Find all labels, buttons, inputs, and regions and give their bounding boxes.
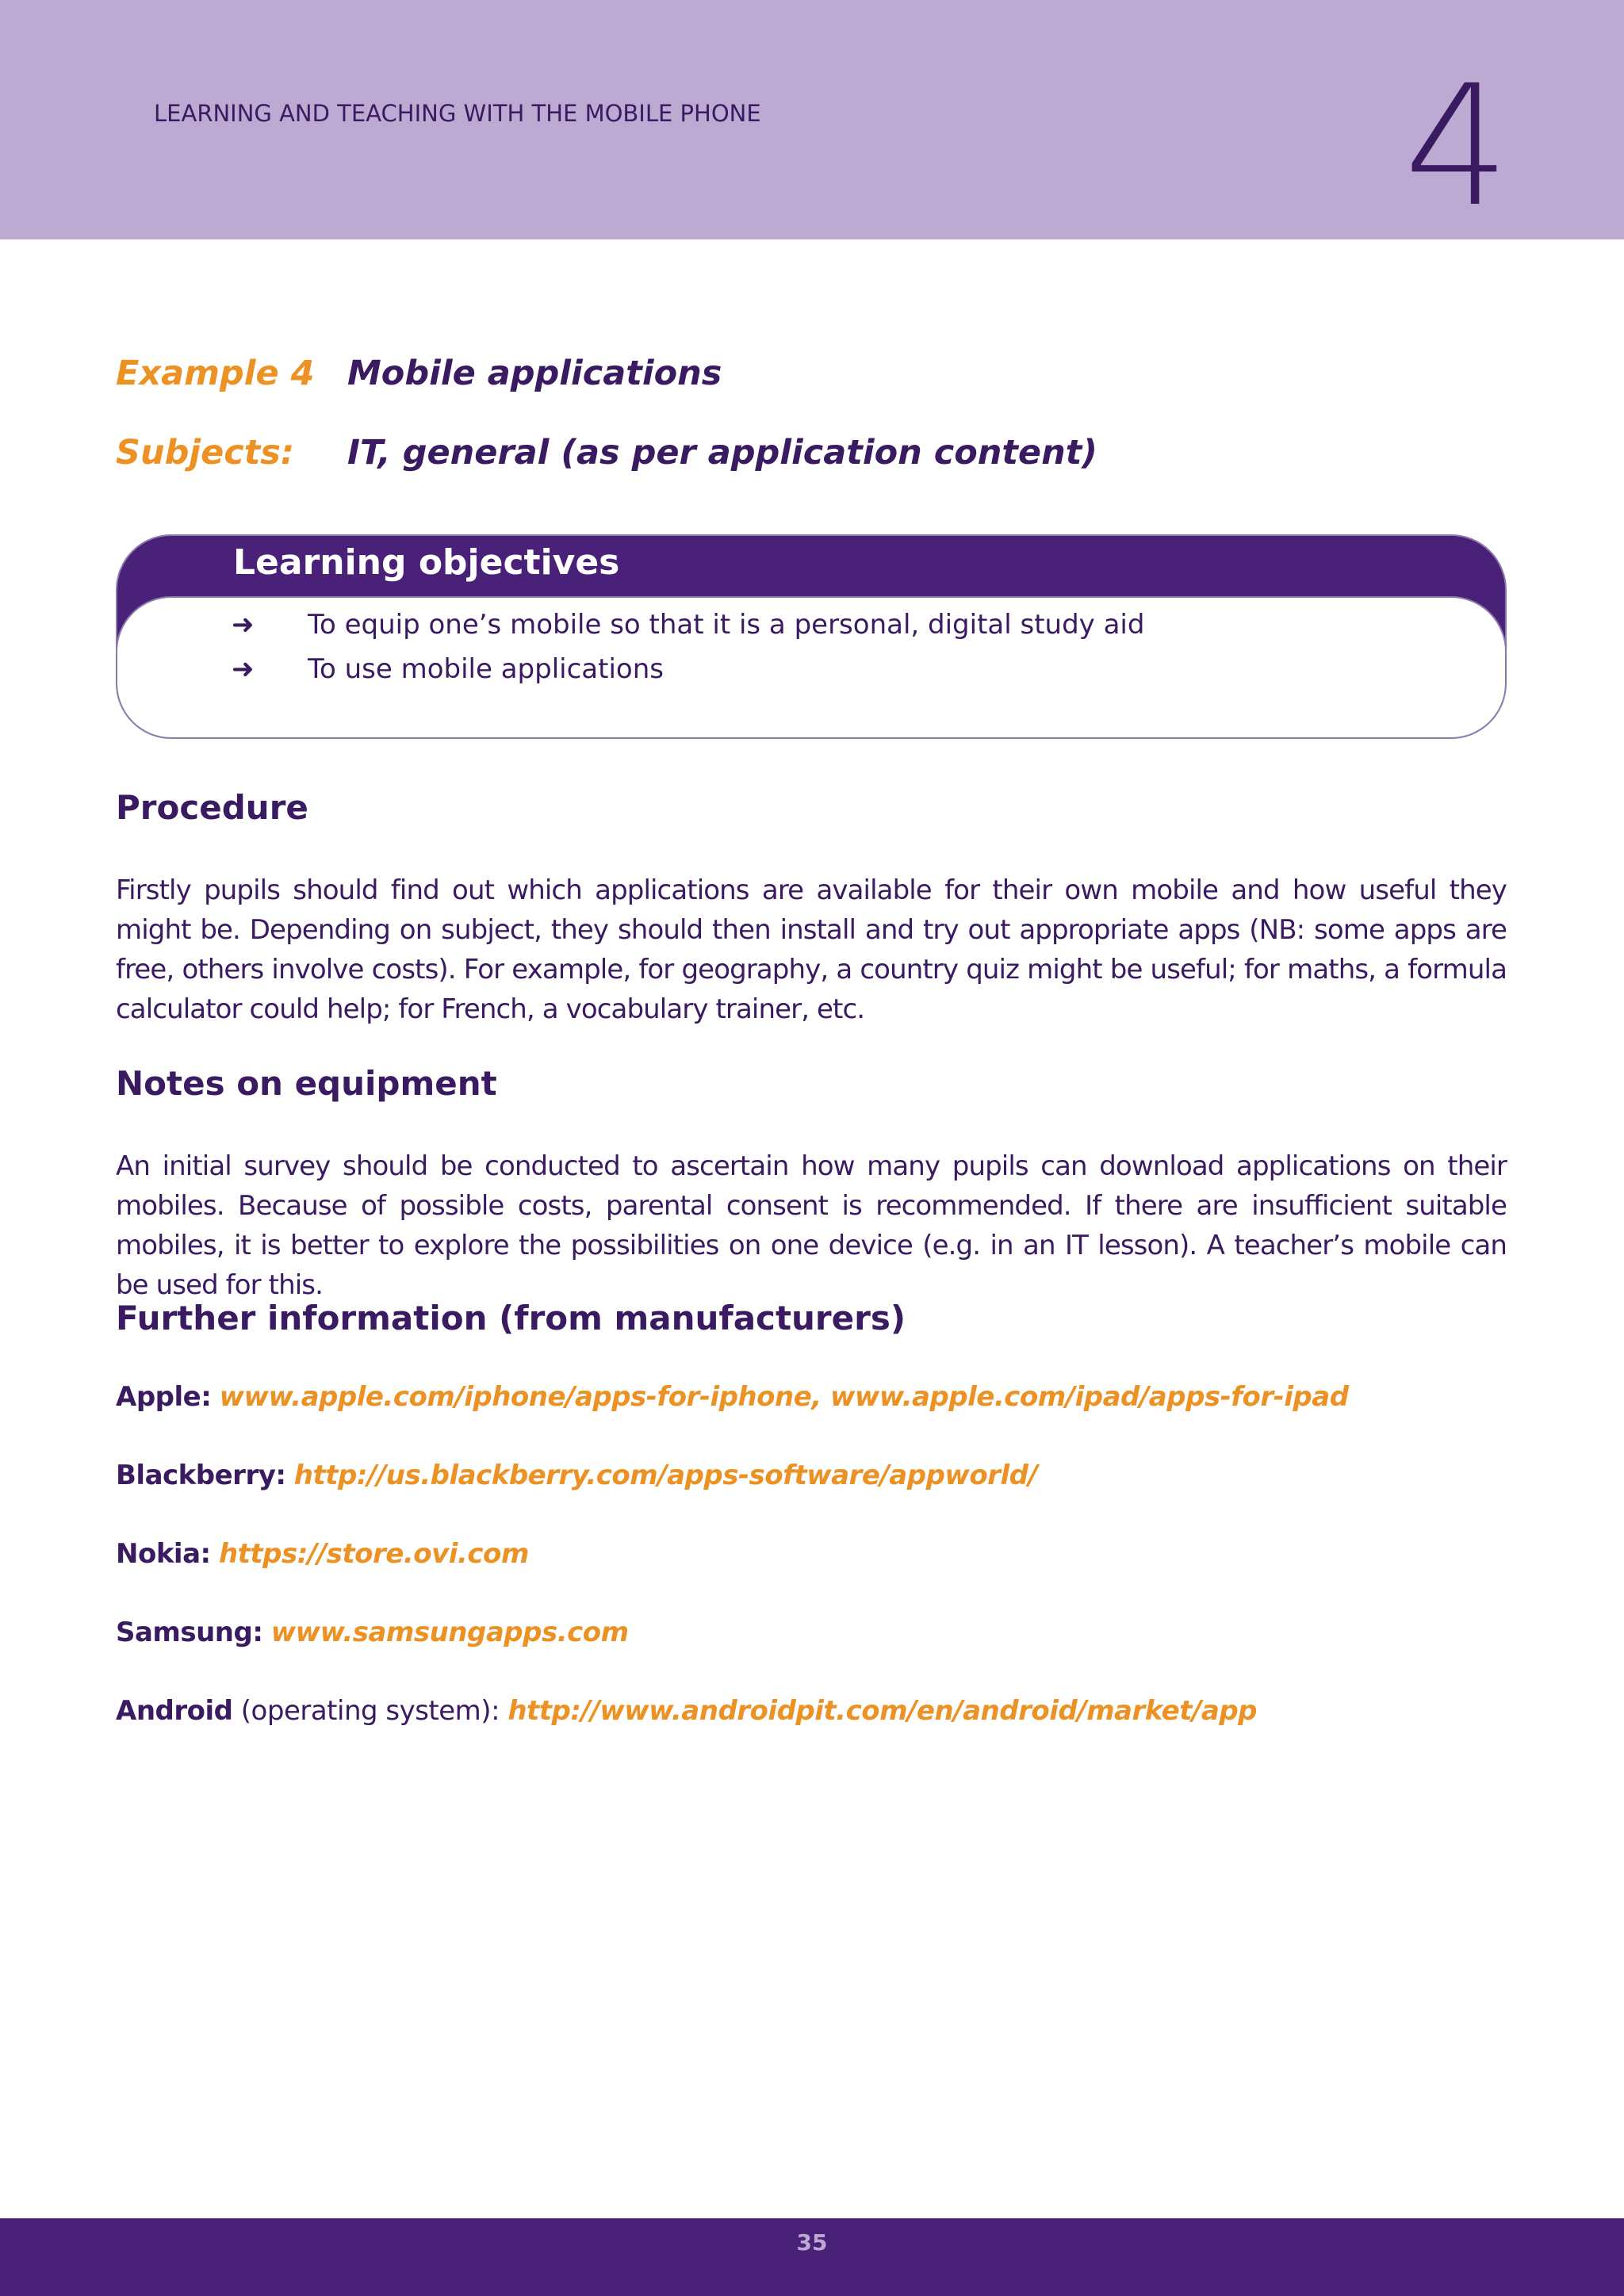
samsung-url[interactable]: www.samsungapps.com <box>270 1617 629 1648</box>
link-nokia <box>116 1538 529 1570</box>
link-blackberry <box>116 1460 1037 1491</box>
example-label: Example 4 <box>116 354 315 393</box>
page-number: 35 <box>796 2229 828 2256</box>
learning-objectives-box <box>116 534 1507 739</box>
link-android <box>116 1695 1257 1727</box>
link-samsung <box>116 1617 629 1648</box>
brand-name: Nokia: <box>116 1538 211 1570</box>
brand-name: Blackberry: <box>116 1460 286 1491</box>
equipment-text: An initial survey should be conducted to ascertain how many pupils can download applications on their mobiles. Because of possible costs, parental consent is recommended. If there are insufficient suitable mobiles, it is better to explore the possibilities on one device (e.g. in an IT lesson). A teacher’s mobile can be used for this. <box>116 1150 1507 1301</box>
brand-name: Apple: <box>116 1381 212 1413</box>
objective-text: To use mobile applications <box>308 653 664 685</box>
blackberry-url[interactable]: http://us.blackberry.com/apps-software/appworld/ <box>293 1460 1038 1491</box>
equipment-heading: Notes on equipment <box>116 1064 497 1103</box>
arrow-right-icon: ➜ <box>232 609 255 641</box>
brand-name: Samsung: <box>116 1617 263 1648</box>
procedure-text: Firstly pupils should find out which applications are available for their own mobile and how useful they might be. Depending on subject, they should then install and try out appropriate apps (NB: some apps are free, others involve costs). For example, for geography, a country quiz might be useful; for maths, a formula calculator could help; for French, a vocabulary trainer, etc. <box>116 874 1507 1025</box>
objective-text: To equip one’s mobile so that it is a personal, digital study aid <box>308 609 1145 641</box>
nokia-url[interactable]: https://store.ovi.com <box>218 1538 529 1570</box>
running-head: LEARNING AND TEACHING WITH THE MOBILE PHONE <box>154 100 761 127</box>
subjects-label: Subjects: <box>116 433 295 473</box>
footer-band <box>0 2218 1624 2296</box>
apple-url[interactable]: www.apple.com/iphone/apps-for-iphone, www.apple.com/ipad/apps-for-ipad <box>219 1381 1349 1413</box>
link-apple <box>116 1381 1349 1413</box>
objectives-title: Learning objectives <box>233 542 620 583</box>
header-band <box>0 0 1624 243</box>
subjects-value: IT, general (as per application content) <box>347 433 1097 473</box>
chapter-number: 4 <box>1404 49 1510 243</box>
procedure-heading: Procedure <box>116 788 308 827</box>
arrow-right-icon: ➜ <box>232 653 255 685</box>
objectives-list <box>116 596 1507 739</box>
further-info-heading: Further information (from manufacturers) <box>116 1299 906 1337</box>
android-note: (operating system): <box>232 1695 508 1727</box>
brand-name: Android <box>116 1695 233 1727</box>
example-title: Mobile applications <box>347 354 722 393</box>
android-url[interactable]: http://www.androidpit.com/en/android/market/app <box>508 1695 1258 1727</box>
